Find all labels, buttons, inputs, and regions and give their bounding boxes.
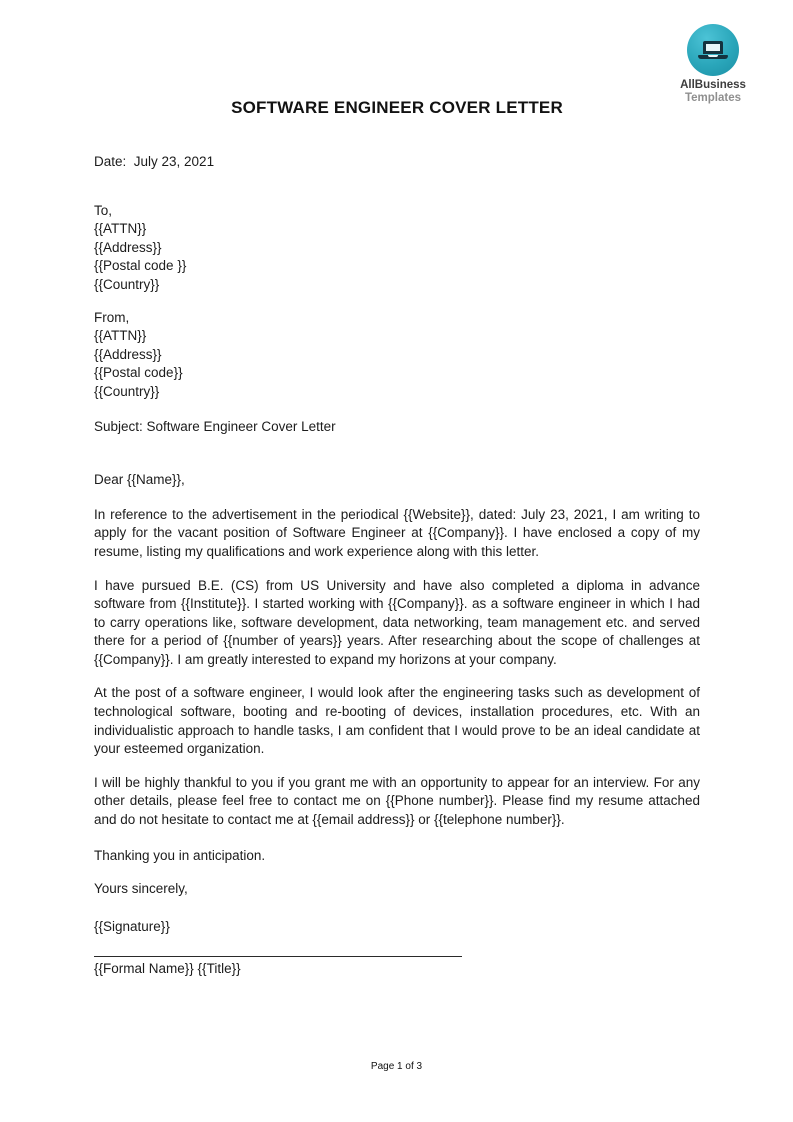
paragraph-1: In reference to the advertisement in the periodical {{Website}}, dated: July 23, 2021, I am writing to apply for the vacant position of Software Engineer at {{Company}}. I have enclosed a copy of my resume, listing my qualifications and work experience along with this letter. [94, 506, 700, 559]
recipient-postal-code: {{Postal code }} [94, 258, 187, 274]
valediction: Yours sincerely, [94, 881, 188, 897]
subject-line: Subject: Software Engineer Cover Letter [94, 418, 336, 434]
signature-line [94, 956, 462, 957]
thanks-line: Thanking you in anticipation. [94, 847, 266, 863]
recipient-country: {{Country}} [94, 276, 160, 292]
paragraph-2: I have pursued B.E. (CS) from US University and have also completed a diploma in advance software from {{Institute}}. I started working with {{Company}}. as a software engineer in which I had to carry operations like, software development, data networking, team management etc. and served there for a period of {{number of years}} years. After researching about the scope of challenges at {{Company}}. I am greatly interested to expand my horizons at your company. [94, 577, 700, 667]
sender-postal-code: {{Postal code}} [94, 365, 183, 381]
page-title: SOFTWARE ENGINEER COVER LETTER [231, 98, 563, 117]
sender-block [94, 309, 700, 402]
signer-name: {{Formal Name}} {{Title}} [94, 961, 241, 977]
logo-circle [687, 24, 739, 76]
recipient-block [94, 202, 700, 295]
logo-text-templates: Templates [684, 92, 742, 104]
laptop-screen [703, 41, 723, 54]
laptop-icon [698, 41, 728, 59]
date-line: Date: July 23, 2021 [94, 154, 215, 169]
recipient-label: To, [94, 202, 113, 218]
sender-label: From, [94, 309, 130, 325]
signature-placeholder: {{Signature}} [94, 918, 170, 934]
allbusiness-templates-logo [678, 24, 748, 105]
page-number: Page 1 of 3 [370, 1061, 423, 1072]
letter-body [0, 97, 793, 979]
paragraph-4: I will be highly thankful to you if you grant me with an opportunity to appear for an interview. For any other details, please feel free to contact me on {{Phone number}}. Please find my resume attached and do not hesitate to contact me at {{email address}} or {{telephone number}}. [94, 774, 700, 828]
sender-address: {{Address}} [94, 346, 162, 362]
paragraph-3: At the post of a software engineer, I would look after the engineering tasks such as development of technological software, booting and re-booting of devices, installation procedures, etc. With an individualistic approach to handle tasks, I am confident that I would prove to be an ideal candidate at your esteemed organization. [94, 685, 700, 757]
sender-attn: {{ATTN}} [94, 328, 147, 344]
logo-text-allbusiness: AllBusiness [680, 79, 746, 91]
recipient-attn: {{ATTN}} [94, 221, 147, 237]
sender-country: {{Country}} [94, 383, 160, 399]
laptop-base [698, 55, 728, 59]
salutation: Dear {{Name}}, [94, 472, 185, 488]
recipient-address: {{Address}} [94, 239, 162, 255]
